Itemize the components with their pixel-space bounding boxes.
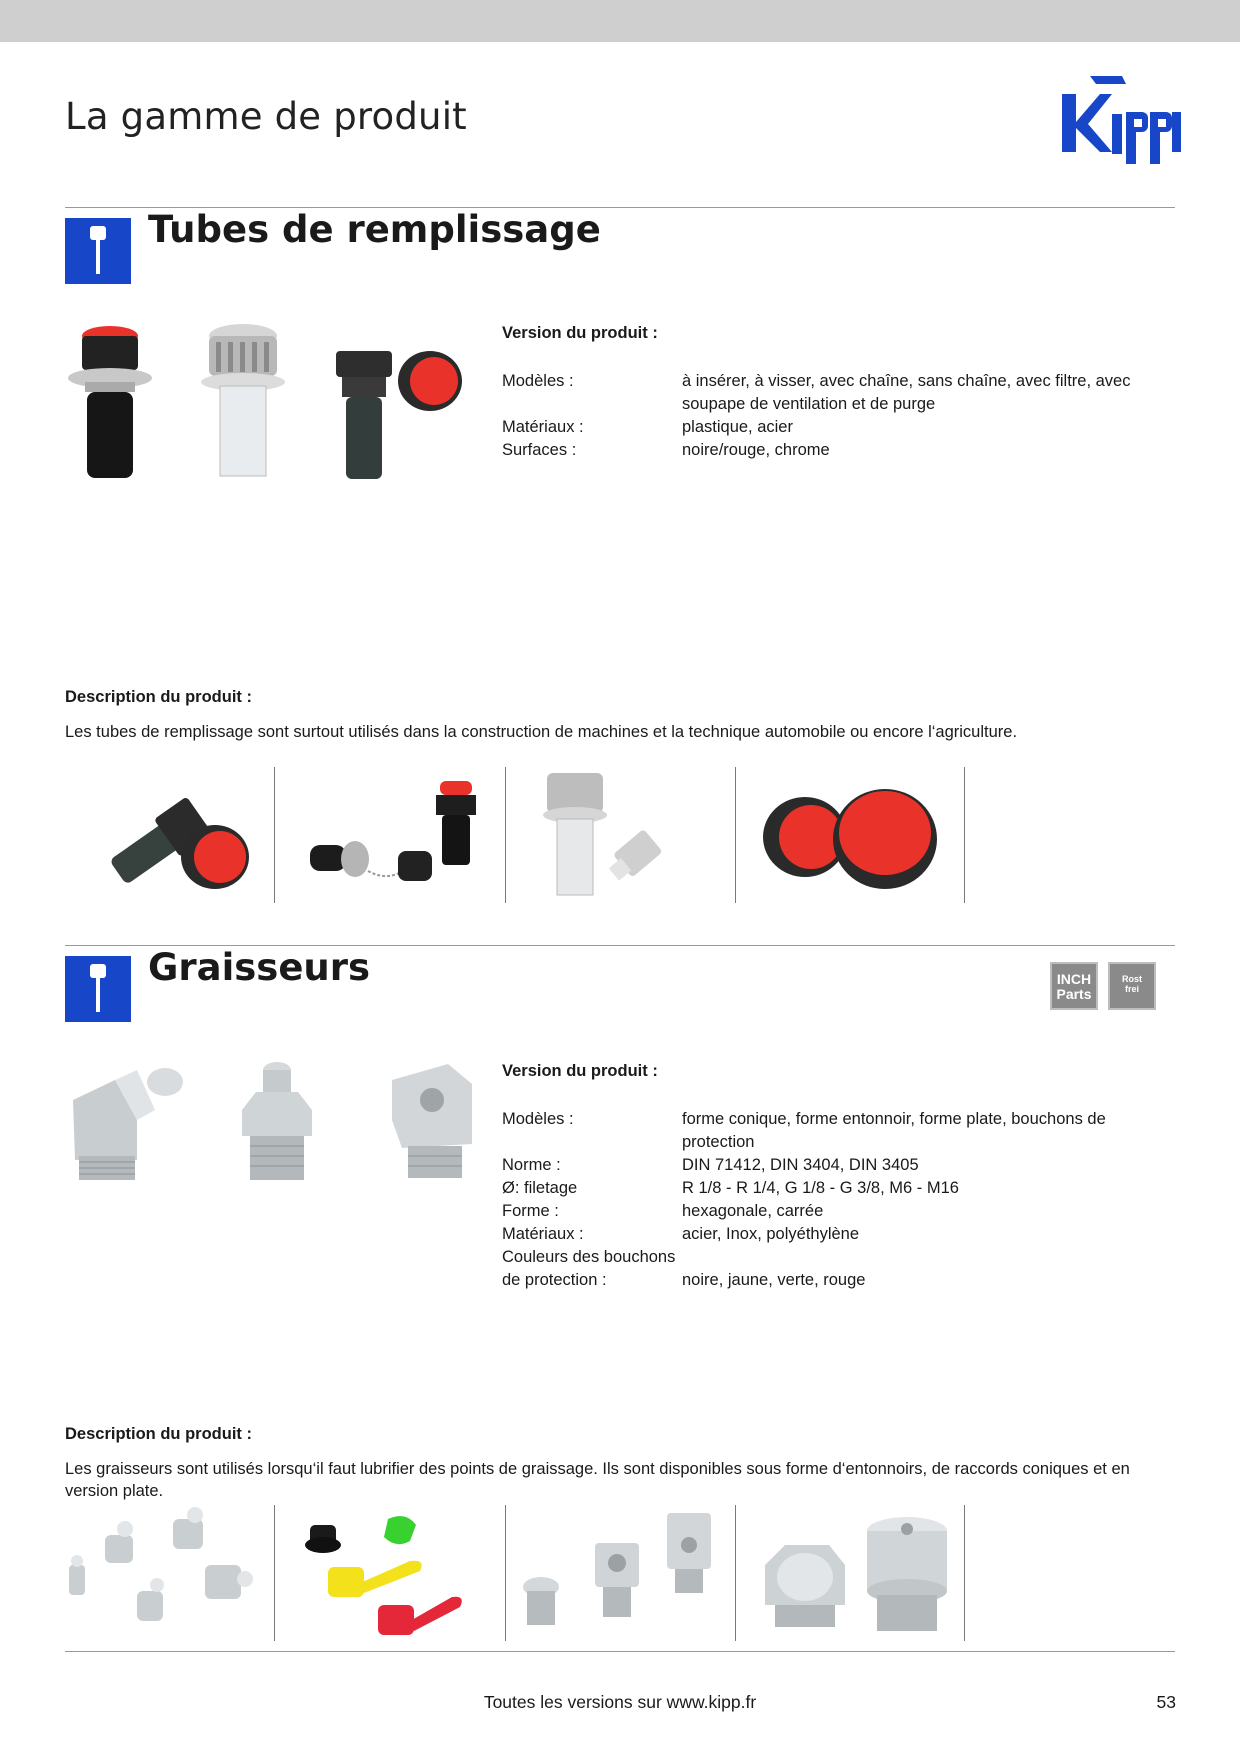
grease-nipple-angled-image [65, 1060, 185, 1185]
spec-label: Couleurs des bouchons [502, 1248, 676, 1266]
spec-row [502, 1246, 1182, 1269]
gallery-image [280, 767, 510, 903]
grease-nipple-flat-image [388, 1060, 478, 1185]
spec-heading: Version du produit : [502, 324, 658, 342]
spec-row [502, 370, 1182, 416]
spec-row [502, 1154, 1182, 1177]
filler-cap-red-black-image [65, 322, 155, 482]
spec-label: Matériaux : [502, 1225, 584, 1243]
spec-label: Norme : [502, 1156, 561, 1174]
section-title: Graisseurs [148, 946, 371, 989]
footer-text: Toutes les versions sur www.kipp.fr [483, 1692, 757, 1712]
spec-row [502, 1108, 1182, 1154]
section-icon [65, 956, 131, 1022]
filler-tube-lid-open-image [330, 345, 470, 485]
gallery-image [65, 767, 295, 903]
spec-value: acier, Inox, polyéthylène [682, 1225, 860, 1243]
grease-nipple-straight-image [232, 1060, 322, 1185]
spec-value: hexagonale, carrée [682, 1202, 824, 1220]
filler-tube-icon [65, 218, 131, 284]
gallery-image [745, 767, 975, 903]
spec-heading: Version du produit : [502, 1062, 658, 1080]
spec-row [502, 1177, 1182, 1200]
filler-cap-chrome-image [198, 322, 288, 482]
description-heading: Description du produit : [65, 1425, 252, 1443]
spec-row [502, 416, 1182, 439]
top-bar [0, 0, 1240, 42]
section-icon [65, 218, 131, 284]
spec-value: à insérer, à visser, avec chaîne, sans chaîne, avec filtre, avec soupape de ventilation et de purge [682, 372, 1131, 413]
spec-label: Forme : [502, 1202, 559, 1220]
page-title: La gamme de produit [65, 95, 467, 138]
product-gallery [65, 767, 965, 903]
gallery-image [280, 1505, 510, 1641]
gallery-image [511, 767, 741, 903]
gallery-image [511, 1505, 741, 1641]
spec-value: plastique, acier [682, 418, 793, 436]
grease-nipple-icon [65, 956, 131, 1022]
gallery-divider [505, 1505, 506, 1641]
section-title: Tubes de remplissage [148, 208, 601, 251]
description-text: Les tubes de remplissage sont surtout utilisés dans la construction de machines et la technique automobile ou encore l‘agriculture. [65, 723, 1018, 741]
spec-row [502, 1200, 1182, 1223]
spec-value [682, 1246, 1182, 1269]
spec-block [502, 1060, 1182, 1292]
gallery-image [745, 1505, 975, 1641]
badge-line: frei [1124, 984, 1139, 994]
spec-label: Modèles : [502, 1110, 574, 1128]
spec-value: R 1/8 - R 1/4, G 1/8 - G 3/8, M6 - M16 [682, 1179, 959, 1197]
spec-block [502, 322, 1182, 462]
gallery-divider [964, 1505, 965, 1641]
spec-row [502, 1269, 1182, 1292]
spec-value: forme conique, forme entonnoir, forme plate, bouchons de protection [682, 1110, 1106, 1151]
description-text: Les graisseurs sont utilisés lorsqu‘il faut lubrifier des points de graissage. Ils sont disponibles sous forme d‘entonnoirs, de raccords coniques et en version plate. [65, 1460, 1130, 1500]
gallery-image [65, 1505, 295, 1641]
page-number: 53 [1156, 1692, 1176, 1712]
footer-divider [65, 1651, 1175, 1652]
spec-label: Ø: filetage [502, 1179, 578, 1197]
badge-line: Parts [1056, 986, 1092, 1002]
spec-label: Surfaces : [502, 441, 577, 459]
spec-value: noire, jaune, verte, rouge [682, 1271, 866, 1289]
badge-line: Rost [1122, 974, 1142, 984]
gallery-divider [735, 767, 736, 903]
badge-group [1050, 962, 1160, 1012]
spec-row [502, 1223, 1182, 1246]
gallery-divider [964, 767, 965, 903]
gallery-divider [274, 1505, 275, 1641]
spec-label: Modèles : [502, 372, 574, 390]
kipp-logo [1060, 72, 1185, 168]
gallery-divider [735, 1505, 736, 1641]
product-gallery [65, 1505, 965, 1641]
gallery-divider [274, 767, 275, 903]
spec-label: Matériaux : [502, 418, 584, 436]
spec-value: noire/rouge, chrome [682, 441, 830, 459]
description-heading: Description du produit : [65, 688, 252, 706]
spec-row [502, 439, 1182, 462]
gallery-divider [505, 767, 506, 903]
inch-parts-badge [1050, 962, 1098, 1010]
rostfrei-badge [1108, 962, 1156, 1010]
spec-label: de protection : [502, 1271, 607, 1289]
spec-value: DIN 71412, DIN 3404, DIN 3405 [682, 1156, 919, 1174]
badge-line: INCH [1056, 971, 1092, 987]
